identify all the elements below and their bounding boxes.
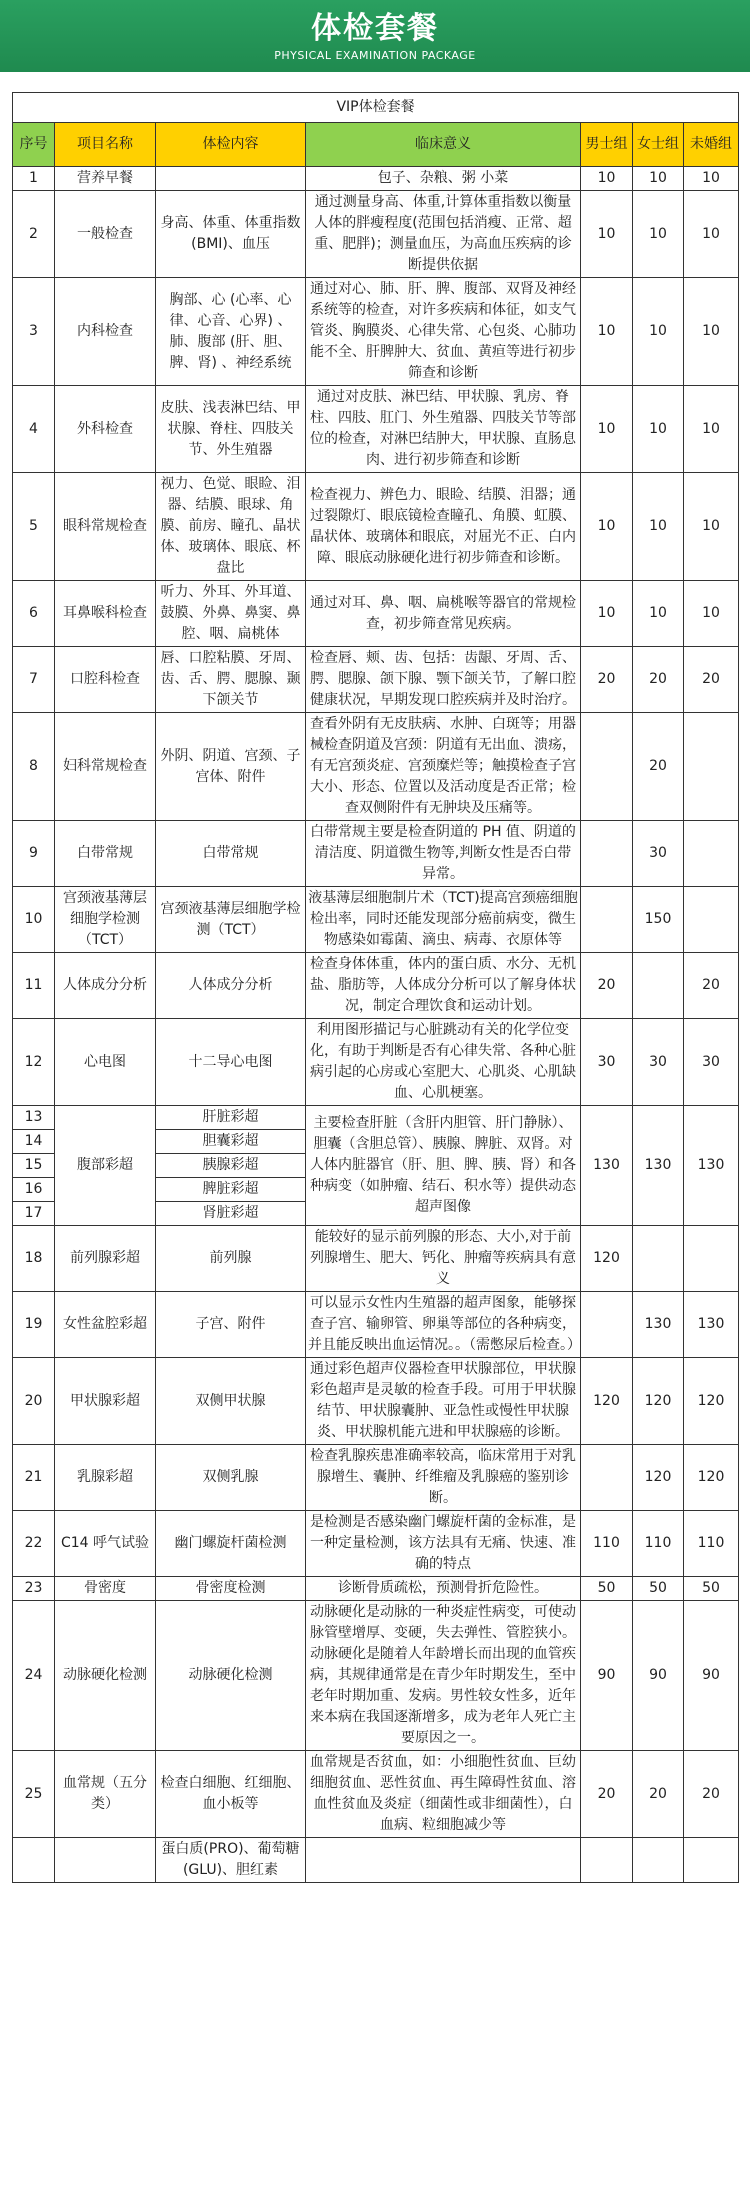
row-content: 子宫、附件: [156, 1292, 306, 1358]
row-no: 17: [13, 1202, 55, 1226]
row-no: 24: [13, 1601, 55, 1751]
row-female: 130: [633, 1292, 684, 1358]
row-meaning: 检查身体体重，体内的蛋白质、水分、无机盐、脂肪等，人体成分分析可以了解身体状况，制定合理饮食和运动计划。: [306, 953, 581, 1019]
row-name: 宫颈液基薄层细胞学检测（TCT）: [55, 887, 156, 953]
row-no: 3: [13, 278, 55, 386]
row-meaning: 查看外阴有无皮肤病、水肿、白斑等；用器械检查阴道及宫颈：阴道有无出血、溃疡，有无宫颈炎症、宫颈糜烂等；触摸检查子宫大小、形态、位置以及活动度是否正常；检查双侧附件有无肿块及压痛等。: [306, 713, 581, 821]
row-male: 10: [581, 167, 633, 191]
row-name: 乳腺彩超: [55, 1445, 156, 1511]
row-male: 10: [581, 581, 633, 647]
row-content: 身高、体重、体重指数 (BMI)、血压: [156, 191, 306, 278]
row-content: 胸部、心 (心率、心律、心音、心界) 、肺、腹部 (肝、胆、脾、肾) 、神经系统: [156, 278, 306, 386]
row-unmarried: 10: [684, 386, 739, 473]
row-content: 蛋白质(PRO)、葡萄糖 (GLU)、胆红素: [156, 1838, 306, 1883]
row-male: 50: [581, 1577, 633, 1601]
table-row: [13, 1751, 739, 1838]
table-row: [13, 1577, 739, 1601]
row-content: 肾脏彩超: [156, 1202, 306, 1226]
row-meaning: 是检测是否感染幽门螺旋杆菌的金标准，是一种定量检测，该方法具有无痛、快速、准确的特点: [306, 1511, 581, 1577]
row-male: 120: [581, 1358, 633, 1445]
row-content: 视力、色觉、眼睑、泪器、结膜、眼球、角膜、前房、瞳孔、晶状体、玻璃体、眼底、杯盘比: [156, 473, 306, 581]
row-content: 唇、口腔粘膜、牙周、齿、舌、腭、腮腺、颞下颌关节: [156, 647, 306, 713]
row-no: 19: [13, 1292, 55, 1358]
row-female: 120: [633, 1445, 684, 1511]
row-female: 10: [633, 473, 684, 581]
row-name: 心电图: [55, 1019, 156, 1106]
row-male: 120: [581, 1226, 633, 1292]
row-meaning: 利用图形描记与心脏跳动有关的化学位变化，有助于判断是否有心律失常、各种心脏病引起的心房或心室肥大、心肌炎、心肌缺血、心肌梗塞。: [306, 1019, 581, 1106]
table-header-row: [13, 123, 739, 167]
table-row: [13, 1019, 739, 1106]
row-female: 90: [633, 1601, 684, 1751]
row-unmarried: 20: [684, 953, 739, 1019]
row-unmarried: [684, 1226, 739, 1292]
row-name: 动脉硬化检测: [55, 1601, 156, 1751]
table-row: [13, 1511, 739, 1577]
row-unmarried: 10: [684, 473, 739, 581]
row-name: 血常规（五分类）: [55, 1751, 156, 1838]
row-content: 十二导心电图: [156, 1019, 306, 1106]
row-name: 眼科常规检查: [55, 473, 156, 581]
row-unmarried: 20: [684, 1751, 739, 1838]
row-content: 肝脏彩超: [156, 1106, 306, 1130]
row-no: 16: [13, 1178, 55, 1202]
table-container: [0, 72, 750, 1883]
row-name: 耳鼻喉科检查: [55, 581, 156, 647]
table-row-partial: [13, 1838, 739, 1883]
col-header-content: 体检内容: [156, 123, 306, 167]
row-meaning: 动脉硬化是动脉的一种炎症性病变，可使动脉管壁增厚、变硬，失去弹性、管腔狭小。动脉硬化是随着人年龄增长而出现的血管疾病，其规律通常是在青少年时期发生，至中老年时期加重、发病。男性较女性多，近年来本病在我国逐渐增多，成为老年人死亡主要原因之一。: [306, 1601, 581, 1751]
row-no: 11: [13, 953, 55, 1019]
row-female: 150: [633, 887, 684, 953]
table-row: [13, 386, 739, 473]
row-meaning: 通过对心、肺、肝、脾、腹部、双肾及神经系统等的检查，对许多疾病和体征，如支气管炎、胸膜炎、心律失常、心包炎、心肺功能不全、肝脾肿大、贫血、黄疸等进行初步筛查和诊断: [306, 278, 581, 386]
row-no: 12: [13, 1019, 55, 1106]
row-meaning: 通过对皮肤、淋巴结、甲状腺、乳房、脊柱、四肢、肛门、外生殖器、四肢关节等部位的检查，对淋巴结肿大，甲状腺、直肠息肉、进行初步筛查和诊断: [306, 386, 581, 473]
row-no: 23: [13, 1577, 55, 1601]
row-male: 10: [581, 278, 633, 386]
row-no: 14: [13, 1130, 55, 1154]
row-male: 10: [581, 191, 633, 278]
table-row: [13, 278, 739, 386]
row-female: 20: [633, 1751, 684, 1838]
table-row: [13, 191, 739, 278]
row-unmarried: 30: [684, 1019, 739, 1106]
table-row: [13, 581, 739, 647]
row-meaning: 能较好的显示前列腺的形态、大小,对于前列腺增生、肥大、钙化、肿瘤等疾病具有意义: [306, 1226, 581, 1292]
row-female: 50: [633, 1577, 684, 1601]
row-no: 18: [13, 1226, 55, 1292]
row-male: [581, 713, 633, 821]
row-content: 皮肤、浅表淋巴结、甲 状腺、脊柱、四肢关节、外生殖器: [156, 386, 306, 473]
row-name: 妇科常规检查: [55, 713, 156, 821]
row-female: [633, 1226, 684, 1292]
row-name: 前列腺彩超: [55, 1226, 156, 1292]
row-content: 外阴、阴道、宫颈、子宫体、附件: [156, 713, 306, 821]
row-female: 20: [633, 647, 684, 713]
row-unmarried: 130: [684, 1106, 739, 1226]
row-no: 9: [13, 821, 55, 887]
row-name: 女性盆腔彩超: [55, 1292, 156, 1358]
row-no: 10: [13, 887, 55, 953]
row-content: [156, 167, 306, 191]
table-row: [13, 1445, 739, 1511]
row-name: 白带常规: [55, 821, 156, 887]
row-male: [581, 887, 633, 953]
row-name: 甲状腺彩超: [55, 1358, 156, 1445]
row-male: 130: [581, 1106, 633, 1226]
table-row: [13, 1358, 739, 1445]
row-meaning: 血常规是否贫血，如：小细胞性贫血、巨幼细胞贫血、恶性贫血、再生障碍性贫血、溶血性贫血及炎症（细菌性或非细菌性），白血病、粒细胞减少等: [306, 1751, 581, 1838]
row-content: 宫颈液基薄层细胞学检测（TCT）: [156, 887, 306, 953]
row-no: 21: [13, 1445, 55, 1511]
row-content: 双侧乳腺: [156, 1445, 306, 1511]
row-unmarried: 130: [684, 1292, 739, 1358]
package-table: [12, 92, 739, 1883]
row-unmarried: [684, 821, 739, 887]
row-name: C14 呼气试验: [55, 1511, 156, 1577]
row-name: 营养早餐: [55, 167, 156, 191]
row-male: 110: [581, 1511, 633, 1577]
col-header-female: 女士组: [633, 123, 684, 167]
row-female: 10: [633, 386, 684, 473]
row-no: 4: [13, 386, 55, 473]
row-no: 22: [13, 1511, 55, 1577]
row-meaning: 主要检查肝脏（含肝内胆管、肝门静脉）、胆囊（含胆总管）、胰腺、脾脏、双肾。对人体内脏器官（肝、胆、脾、胰、肾）和各种病变（如肿瘤、结石、积水等）提供动态超声图像: [306, 1106, 581, 1226]
table-title: VIP体检套餐: [13, 93, 739, 123]
row-unmarried: [684, 713, 739, 821]
row-content: 幽门螺旋杆菌检测: [156, 1511, 306, 1577]
row-female: 120: [633, 1358, 684, 1445]
row-female: 10: [633, 278, 684, 386]
row-no: 15: [13, 1154, 55, 1178]
row-female: 130: [633, 1106, 684, 1226]
row-unmarried: 110: [684, 1511, 739, 1577]
row-male: [581, 1445, 633, 1511]
table-row: [13, 953, 739, 1019]
row-female: 20: [633, 713, 684, 821]
row-content: 听力、外耳、外耳道、鼓膜、外鼻、鼻窦、鼻腔、咽、扁桃体: [156, 581, 306, 647]
table-row: [13, 167, 739, 191]
col-header-unmarried: 未婚组: [684, 123, 739, 167]
row-male: 10: [581, 386, 633, 473]
row-unmarried: 20: [684, 647, 739, 713]
row-no: 7: [13, 647, 55, 713]
row-male: 90: [581, 1601, 633, 1751]
table-row: [13, 1106, 739, 1130]
row-content: 脾脏彩超: [156, 1178, 306, 1202]
row-male: 20: [581, 953, 633, 1019]
table-row: [13, 473, 739, 581]
row-unmarried: 120: [684, 1445, 739, 1511]
row-content: 胆囊彩超: [156, 1130, 306, 1154]
row-male: 20: [581, 1751, 633, 1838]
row-female: 30: [633, 821, 684, 887]
page-title: 体检套餐: [311, 10, 439, 46]
row-name: 口腔科检查: [55, 647, 156, 713]
row-no: 1: [13, 167, 55, 191]
row-meaning: 通过对耳、鼻、咽、扁桃喉等器官的常规检查，初步筛查常见疾病。: [306, 581, 581, 647]
row-unmarried: 10: [684, 167, 739, 191]
row-meaning: 液基薄层细胞制片术（TCT)提高宫颈癌细胞检出率，同时还能发现部分癌前病变，微生物感染如霉菌、滴虫、病毒、衣原体等: [306, 887, 581, 953]
col-header-no: 序号: [13, 123, 55, 167]
row-meaning: 可以显示女性内生殖器的超声图象，能够探查子宫、输卵管、卵巢等部位的各种病变，并且能反映出血运情况。。（需憋尿后检查。）: [306, 1292, 581, 1358]
table-row: [13, 1601, 739, 1751]
table-row: [13, 647, 739, 713]
table-row: [13, 887, 739, 953]
row-meaning: 检查唇、颊、齿、包括：齿龈、牙周、舌、腭、腮腺、颌下腺、颚下颌关节，了解口腔健康状况，早期发现口腔疾病并及时治疗。: [306, 647, 581, 713]
table-row: [13, 821, 739, 887]
table-row: [13, 1292, 739, 1358]
row-name: 骨密度: [55, 1577, 156, 1601]
row-content: 双侧甲状腺: [156, 1358, 306, 1445]
row-female: 10: [633, 191, 684, 278]
row-no: 8: [13, 713, 55, 821]
row-content: 前列腺: [156, 1226, 306, 1292]
row-male: 30: [581, 1019, 633, 1106]
row-no: 20: [13, 1358, 55, 1445]
row-female: 10: [633, 581, 684, 647]
row-unmarried: [684, 887, 739, 953]
row-no: 13: [13, 1106, 55, 1130]
row-content: 人体成分分析: [156, 953, 306, 1019]
row-name: 腹部彩超: [55, 1106, 156, 1226]
row-content: 骨密度检测: [156, 1577, 306, 1601]
row-meaning: 包子、杂粮、粥 小菜: [306, 167, 581, 191]
row-unmarried: 120: [684, 1358, 739, 1445]
row-female: 30: [633, 1019, 684, 1106]
row-unmarried: 10: [684, 278, 739, 386]
row-meaning: 诊断骨质疏松，预测骨折危险性。: [306, 1577, 581, 1601]
row-no: 25: [13, 1751, 55, 1838]
row-no: 5: [13, 473, 55, 581]
table-row: [13, 1226, 739, 1292]
row-no: 6: [13, 581, 55, 647]
row-name: 外科检查: [55, 386, 156, 473]
page-subtitle: PHYSICAL EXAMINATION PACKAGE: [274, 48, 476, 62]
row-no: 2: [13, 191, 55, 278]
row-male: [581, 821, 633, 887]
row-male: [581, 1292, 633, 1358]
row-unmarried: 50: [684, 1577, 739, 1601]
row-meaning: 检查视力、辨色力、眼睑、结膜、泪器；通过裂隙灯、眼底镜检查瞳孔、角膜、虹膜、晶状体、玻璃体和眼底，对屈光不正、白内障、眼底动脉硬化进行初步筛查和诊断。: [306, 473, 581, 581]
row-name: 内科检查: [55, 278, 156, 386]
row-meaning: 白带常规主要是检查阴道的 PH 值、阴道的清洁度、阴道微生物等,判断女性是否白带异常。: [306, 821, 581, 887]
row-unmarried: 90: [684, 1601, 739, 1751]
row-content: 白带常规: [156, 821, 306, 887]
row-meaning: 通过测量身高、体重,计算体重指数以衡量人体的胖瘦程度(范围包括消瘦、正常、超重、肥胖)；测量血压，为高血压疾病的诊断提供依据: [306, 191, 581, 278]
row-name: 人体成分分析: [55, 953, 156, 1019]
table-row: [13, 713, 739, 821]
row-female: [633, 953, 684, 1019]
row-content: 胰腺彩超: [156, 1154, 306, 1178]
row-female: 10: [633, 167, 684, 191]
row-name: 一般检查: [55, 191, 156, 278]
row-meaning: 检查乳腺疾患准确率较高，临床常用于对乳腺增生、囊肿、纤维瘤及乳腺癌的鉴别诊断。: [306, 1445, 581, 1511]
row-female: 110: [633, 1511, 684, 1577]
row-content: 动脉硬化检测: [156, 1601, 306, 1751]
row-unmarried: 10: [684, 581, 739, 647]
col-header-name: 项目名称: [55, 123, 156, 167]
row-unmarried: 10: [684, 191, 739, 278]
row-male: 10: [581, 473, 633, 581]
col-header-male: 男士组: [581, 123, 633, 167]
row-meaning: 通过彩色超声仪器检查甲状腺部位，甲状腺彩色超声是灵敏的检查手段。可用于甲状腺结节、甲状腺囊肿、亚急性或慢性甲状腺炎、甲状腺机能亢进和甲状腺癌的诊断。: [306, 1358, 581, 1445]
header-banner: [0, 0, 750, 72]
row-content: 检查白细胞、红细胞、血小板等: [156, 1751, 306, 1838]
row-male: 20: [581, 647, 633, 713]
col-header-meaning: 临床意义: [306, 123, 581, 167]
